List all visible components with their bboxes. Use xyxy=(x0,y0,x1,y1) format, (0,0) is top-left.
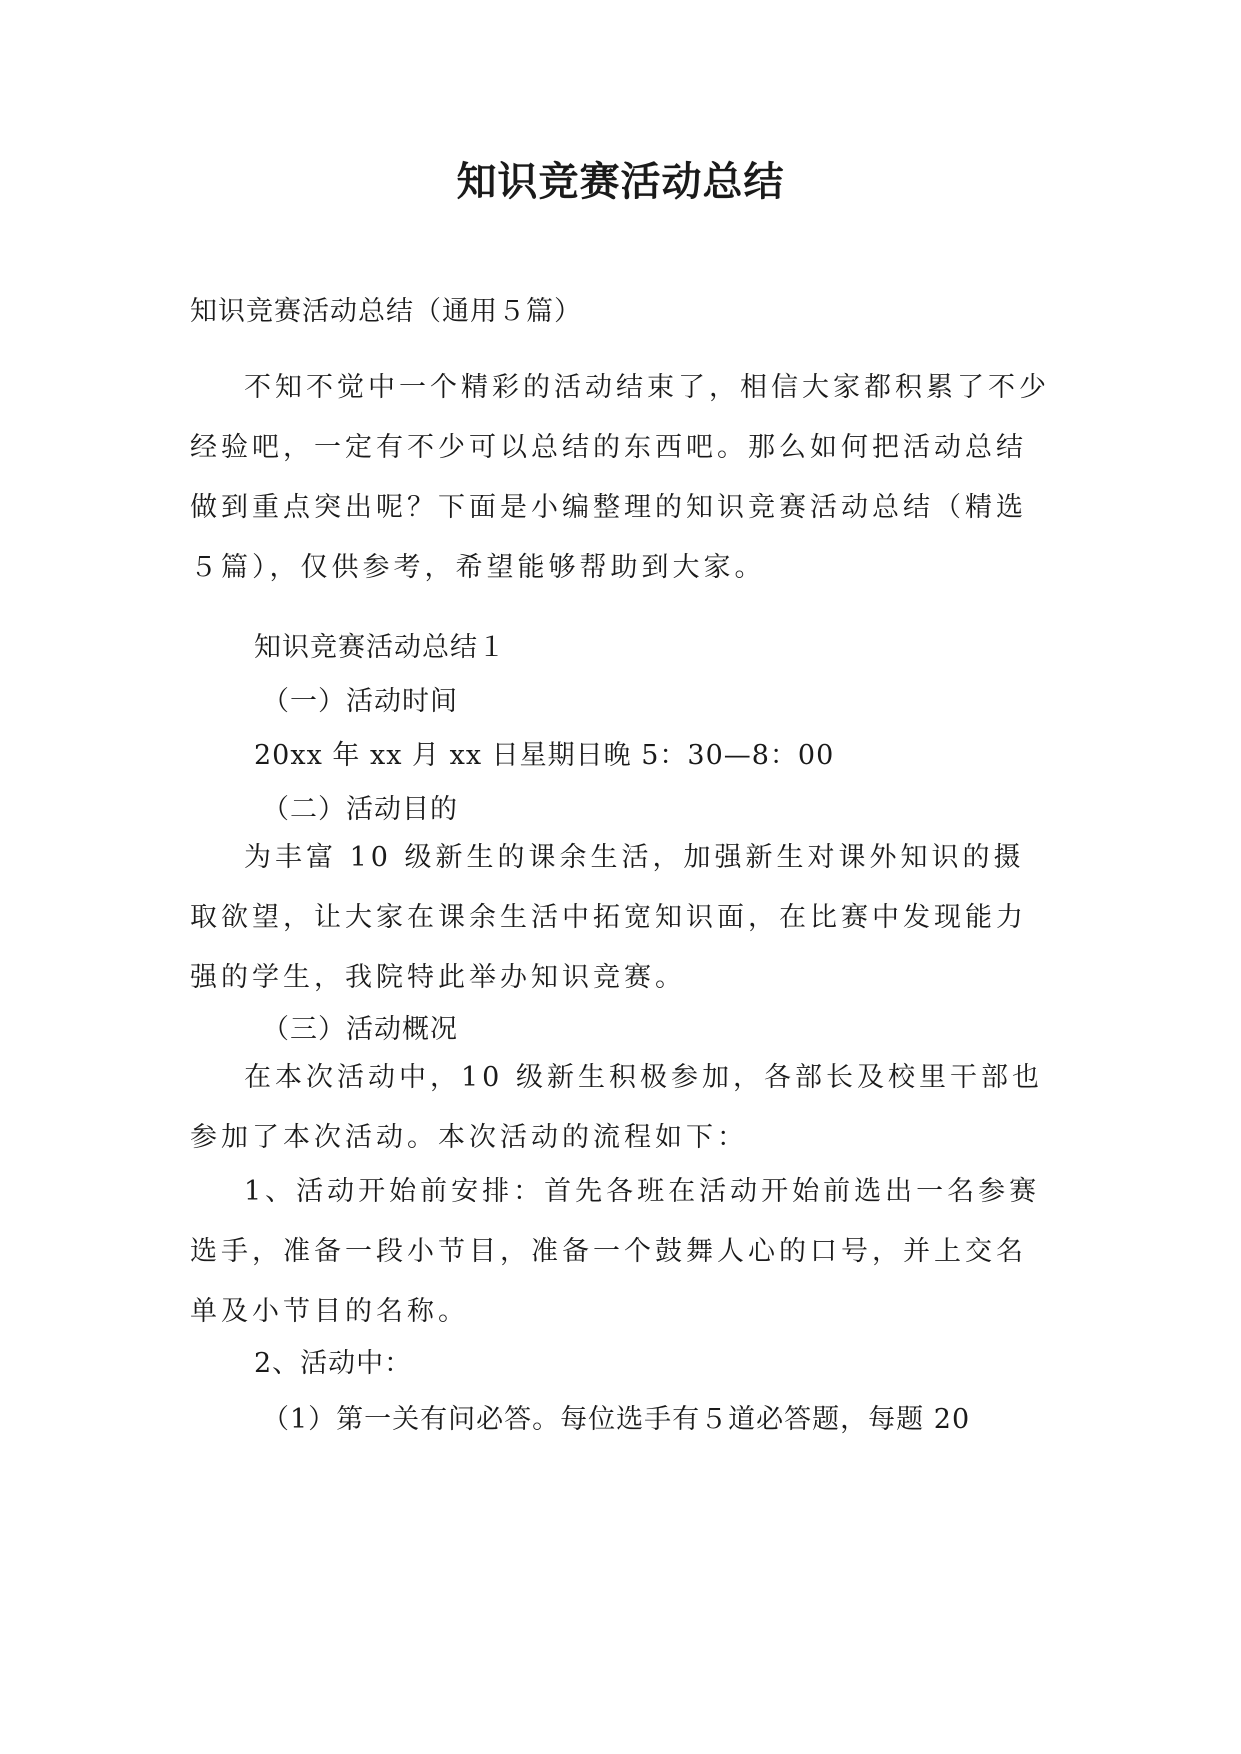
section-heading: 知识竞赛活动总结１ xyxy=(254,632,506,663)
purpose-heading: （二）活动目的 xyxy=(262,794,458,825)
document-subtitle: 知识竞赛活动总结（通用５篇） xyxy=(190,296,582,327)
overview-heading: （三）活动概况 xyxy=(262,1014,458,1045)
step2-item1: （1）第一关有问必答。每位选手有５道必答题，每题 20 xyxy=(262,1404,971,1435)
step2-heading: 2、活动中： xyxy=(254,1348,413,1379)
time-heading: （一）活动时间 xyxy=(262,686,458,717)
purpose-paragraph: 为丰富 10 级新生的课余生活，加强新生对课外知识的摄取欲望，让大家在课余生活中拓宽知识面，在比赛中发现能力强的学生，我院特此举办知识竞赛。 xyxy=(190,842,1027,993)
intro-paragraph: 不知不觉中一个精彩的活动结束了，相信大家都积累了不少经验吧，一定有不少可以总结的东西吧。那么如何把活动总结做到重点突出呢？下面是小编整理的知识竞赛活动总结（精选５篇），仅供参考，希望能够帮助到大家。 xyxy=(190,372,1050,583)
document-title: 知识竞赛活动总结 xyxy=(456,158,785,205)
step1-paragraph: 1、活动开始前安排：首先各班在活动开始前选出一名参赛选手，准备一段小节目，准备一个鼓舞人心的口号，并上交名单及小节目的名称。 xyxy=(190,1176,1041,1327)
time-value: 20xx 年 xx 月 xx 日星期日晚 5：30—8：00 xyxy=(254,740,835,771)
overview-paragraph: 在本次活动中，10 级新生积极参加，各部长及校里干部也参加了本次活动。本次活动的流程如下： xyxy=(190,1062,1043,1153)
